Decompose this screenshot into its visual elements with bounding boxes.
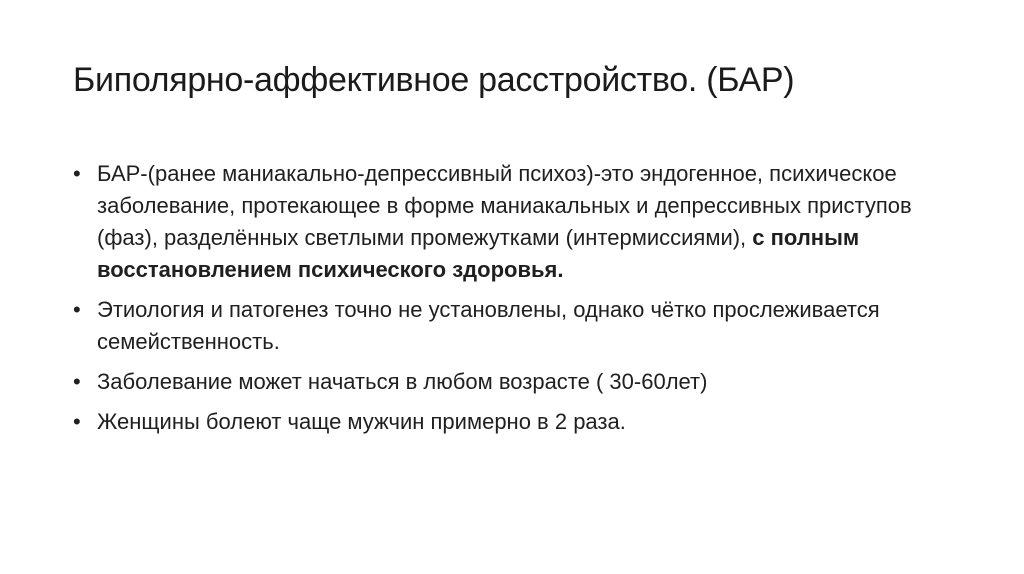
slide-title: Биполярно-аффективное расстройство. (БАР) bbox=[73, 61, 795, 99]
bullet-icon: • bbox=[73, 409, 81, 434]
bullet-text: БАР-(ранее маниакально-депрессивный психоз)-это эндогенное, психическое заболевание, протекающее в форме маниакальных и депрессивных приступов (фаз), разделённых светлыми промежутками (интермиссиями), bbox=[97, 161, 912, 250]
bullet-bold-text: с полным восстановлением психического здоровья. bbox=[97, 225, 860, 282]
bullet-icon: • bbox=[73, 297, 81, 322]
bullet-icon: • bbox=[73, 369, 81, 394]
bullet-icon: • bbox=[73, 161, 81, 186]
bullet-item-gender bbox=[73, 406, 953, 438]
bullet-text: Заболевание может начаться в любом возрасте ( 30-60лет) bbox=[97, 369, 708, 394]
bullet-item-definition bbox=[73, 158, 953, 286]
bullet-text: Женщины болеют чаще мужчин примерно в 2 раза. bbox=[97, 409, 626, 434]
bullet-text: Этиология и патогенез точно не установлены, однако чётко прослеживается семейственность. bbox=[97, 297, 880, 354]
bullet-item-age bbox=[73, 366, 953, 398]
bullet-item-etiology bbox=[73, 294, 953, 358]
bullet-list bbox=[73, 158, 953, 446]
